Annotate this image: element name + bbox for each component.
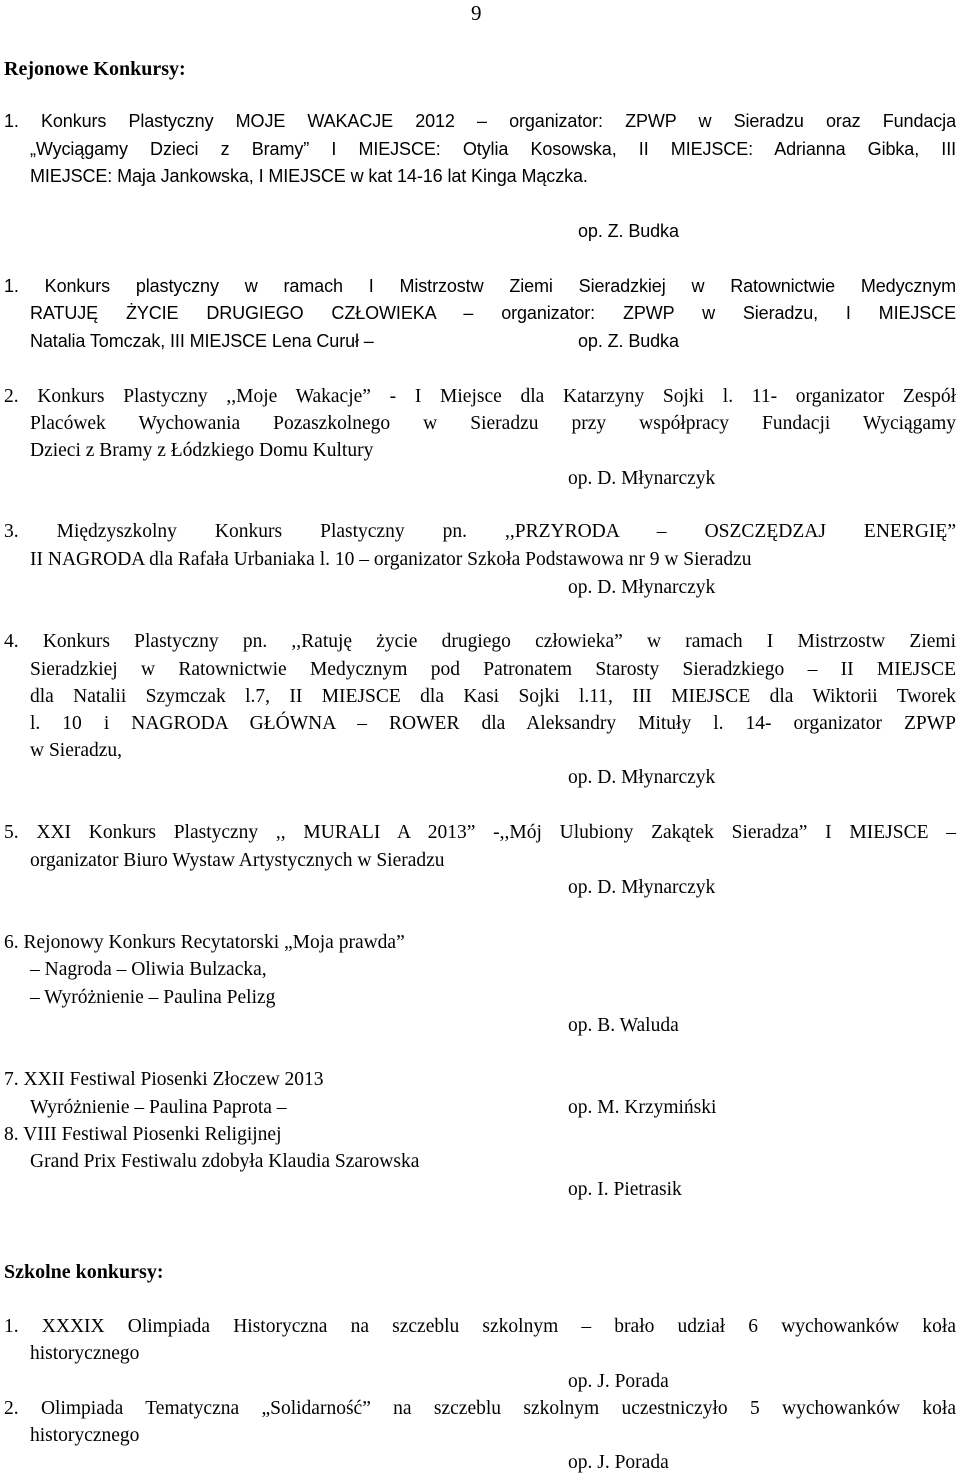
teacher-signature: op. M. Krzymiński [568,1097,717,1118]
entry-line: 7. XXII Festiwal Piosenki Złoczew 2013 [4,1069,324,1090]
teacher-signature: op. J. Porada [568,1452,669,1473]
page-number: 9 [471,1,482,25]
entry-line: „Wyciągamy Dzieci z Bramy” I MIEJSCE: Otylia Kosowska, II MIEJSCE: Adrianna Gibka, III [30,139,956,159]
entry-line: w Sieradzu, [30,740,123,761]
teacher-signature: op. J. Porada [568,1371,669,1392]
entry-line: 4. Konkurs Plastyczny pn. ,,Ratuję życie drugiego człowieka” w ramach I Mistrzostw Ziemi [4,631,956,652]
entry-line: – Nagroda – Oliwia Bulzacka, [30,959,267,980]
entry-line: 8. VIII Festiwal Piosenki Religijnej [4,1124,282,1145]
entry-line: 1. XXXIX Olimpiada Historyczna na szczeblu szkolnym – brało udział 6 wychowanków koła [4,1316,956,1337]
entry-line: 5. XXI Konkurs Plastyczny ,, MURALI A 2013” -,,Mój Ulubiony Zakątek Sieradza” I MIEJSCE – [4,822,956,843]
entry-line: Natalia Tomczak, III MIEJSCE Lena Curuł – [30,331,374,351]
teacher-signature: op. D. Młynarczyk [568,577,716,598]
entry-line: Sieradzkiej w Ratownictwie Medycznym pod Patronatem Starosty Sieradzkiego – II MIEJSCE [30,659,956,680]
entry-line: II NAGRODA dla Rafała Urbaniaka l. 10 – organizator Szkoła Podstawowa nr 9 w Sieradzu [30,549,752,570]
teacher-signature: op. D. Młynarczyk [568,877,716,898]
entry-line: 2. Konkurs Plastyczny ,,Moje Wakacje” - I Miejsce dla Katarzyny Sojki l. 11- organizator Zespół [4,386,956,407]
section-heading-szkolne: Szkolne konkursy: [4,1261,164,1283]
teacher-signature: op. D. Młynarczyk [568,468,716,489]
teacher-signature: op. Z. Budka [578,331,679,351]
teacher-signature: op. D. Młynarczyk [568,767,716,788]
section-heading-rejonowe: Rejonowe Konkursy: [4,58,186,80]
teacher-signature: op. I. Pietrasik [568,1179,682,1200]
entry-line: 2. Olimpiada Tematyczna „Solidarność” na szczeblu szkolnym uczestniczyło 5 wychowanków koła [4,1398,956,1419]
entry-line: Dzieci z Bramy z Łódzkiego Domu Kultury [30,440,374,461]
entry-line: RATUJĘ ŻYCIE DRUGIEGO CZŁOWIEKA – organizator: ZPWP w Sieradzu, I MIEJSCE [30,303,956,323]
entry-line: Wyróżnienie – Paulina Paprota – [30,1097,287,1118]
entry-line: dla Natalii Szymczak l.7, II MIEJSCE dla Kasi Sojki l.11, III MIEJSCE dla Wiktorii Tworek [30,686,956,707]
entry-line: historycznego [30,1343,140,1364]
entry-line: – Wyróżnienie – Paulina Pelizg [30,987,276,1008]
entry-line: organizator Biuro Wystaw Artystycznych w Sieradzu [30,850,445,871]
entry-line: l. 10 i NAGRODA GŁÓWNA – ROWER dla Aleksandry Mituły l. 14- organizator ZPWP [30,713,956,734]
teacher-signature: op. Z. Budka [578,221,679,241]
entry-line: 1. Konkurs Plastyczny MOJE WAKACJE 2012 – organizator: ZPWP w Sieradzu oraz Fundacja [4,111,956,131]
entry-line: Placówek Wychowania Pozaszkolnego w Sieradzu przy współpracy Fundacji Wyciągamy [30,413,956,434]
entry-line: 3. Międzyszkolny Konkurs Plastyczny pn. ,,PRZYRODA – OSZCZĘDZAJ ENERGIĘ” [4,521,956,542]
teacher-signature: op. B. Waluda [568,1015,679,1036]
entry-line: 1. Konkurs plastyczny w ramach I Mistrzostw Ziemi Sieradzkiej w Ratownictwie Medycznym [4,276,956,296]
entry-line: Grand Prix Festiwalu zdobyła Klaudia Szarowska [30,1151,420,1172]
entry-line: 6. Rejonowy Konkurs Recytatorski „Moja prawda” [4,932,405,953]
entry-line: MIEJSCE: Maja Jankowska, I MIEJSCE w kat 14-16 lat Kinga Mączka. [30,166,588,186]
entry-line: historycznego [30,1425,140,1446]
